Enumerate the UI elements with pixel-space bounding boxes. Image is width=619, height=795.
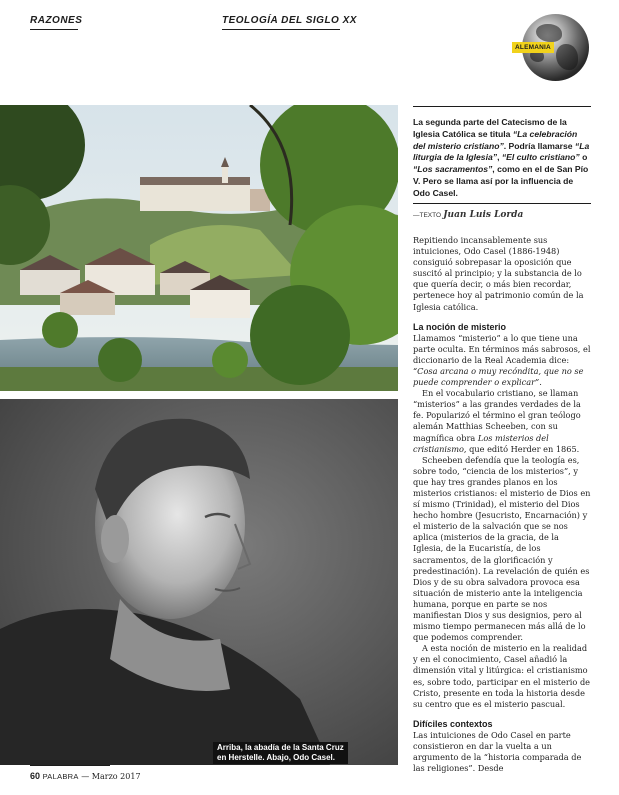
intro-paragraph: Repitiendo incansablemente sus intuiciones, Odo Casel (1886-1948) consiguió sobrepasar la oposición que suscitó al principio; y la substancia de lo que quería decir, o más bien recordar, pertenece hoy al patrimonio común de la Iglesia católica. xyxy=(413,235,584,312)
portrait-photo xyxy=(0,399,398,765)
byline-author: Juan Luis Lorda xyxy=(443,210,524,220)
lead-bottom-rule xyxy=(413,203,591,204)
page-number: 60 xyxy=(30,771,41,781)
page-footer xyxy=(30,771,141,781)
lead-paragraph: La segunda parte del Catecismo de la Iglesia Católica se titula “La celebración del misterio cristiano”. Podría llamarse “La liturgia de la Iglesia”, “El culto cristiano” o “Los sacramentos”, como en el de San Pío V. Pero se llama así por la influencia de Odo Casel. xyxy=(413,117,590,198)
section-label: RAZONES xyxy=(30,15,83,26)
paragraph-2: En el vocabulario cristiano, se llaman “misterios” a las grandes verdades de la fe. Popularizó el término el gran teólogo alemán Matthias Scheeben, con su magnífica obra Los misterios del cristianismo, que editó Herder en 1865. xyxy=(413,388,581,454)
footer-rule xyxy=(30,765,110,766)
section-title: TEOLOGÍA DEL SIGLO XX xyxy=(222,15,357,26)
issue-date: — Marzo 2017 xyxy=(81,772,141,781)
byline-prefix: —TEXTO xyxy=(413,212,442,219)
country-badge: ALEMANIA xyxy=(512,42,554,53)
magazine-name: PALABRA xyxy=(42,772,79,781)
heading-contexts: Difíciles contextos xyxy=(413,718,493,729)
abbey-photo xyxy=(0,105,398,391)
header-rule-right xyxy=(222,29,340,30)
caption-line-2: en Herstelle. Abajo, Odo Casel. xyxy=(217,753,335,762)
header-rule-left xyxy=(30,29,78,30)
article-body xyxy=(413,235,591,774)
paragraph-5: Las intuiciones de Odo Casel en parte consistieron en dar la vuelta a un argumento de la “historia comparada de las religiones”. Desde xyxy=(413,729,582,774)
paragraph-3: Scheeben defendía que la teología es, sobre todo, “ciencia de los misterios”, y que hay tres grandes planos en los misterios cristianos: el misterio de Dios en sí mismo (Trinidad), el misterio del Dios hecho hombre (Jesucristo, Encarnación) y el misterio de la salvación que se nos aplica (misterios de la gracia, de la Iglesia, de la Eucaristía, de los sacramentos, de la glorificación y predestinación). La revelación de quién es Dios y de su obra salvadora provoca esa situación de misterio ante la inteligencia humana, porque en parte se nos manifiestan Dios y sus designios, pero al mismo tiempo permanecen más allá de lo que podemos comprender. xyxy=(413,454,591,643)
byline xyxy=(413,210,591,220)
photo-caption xyxy=(213,742,348,764)
caption-line-1: Arriba, la abadía de la Santa Cruz xyxy=(217,743,344,752)
paragraph-4: A esta noción de misterio en la realidad y en el conocimiento, Casel añadió la dimensión vital y litúrgica: el cristianismo es, sobre todo, participar en el misterio de Cristo, presente en toda la historia desde su centro que es el misterio pascual. xyxy=(413,643,591,709)
lead-top-rule xyxy=(413,106,591,107)
heading-mystery: La noción de misterio xyxy=(413,321,507,332)
paragraph-1: Llamamos “misterio” a lo que tiene una parte oculta. En términos más sabrosos, el diccionario de la Real Academia dice: “Cosa arcana o muy recóndita, que no se puede comprender o explicar”. xyxy=(413,332,591,388)
